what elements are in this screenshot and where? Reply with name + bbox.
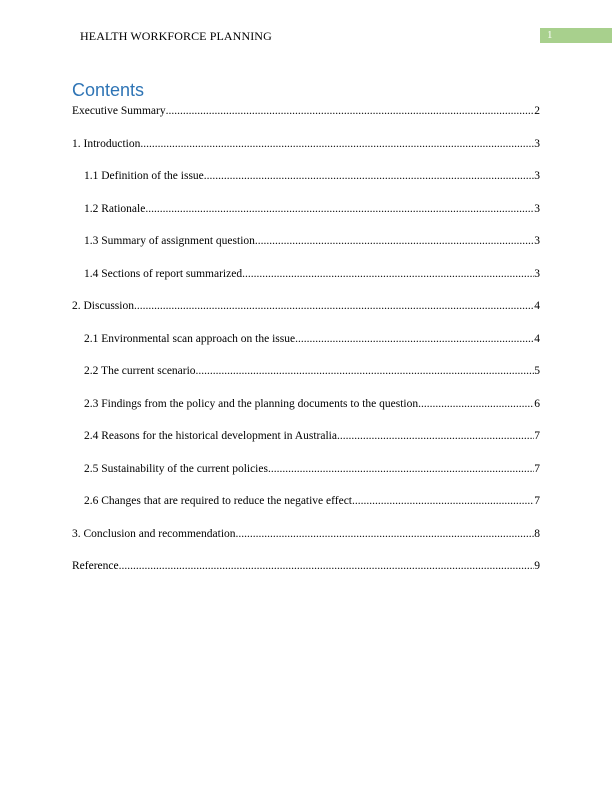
dot-leader [140,136,534,152]
toc-entry-page: 5 [534,365,540,377]
toc-entry-title: 2. Discussion [72,300,134,312]
dot-leader [337,428,534,444]
toc-entry-page: 3 [534,202,540,215]
dot-leader [352,493,534,509]
dot-leader [295,331,534,347]
toc-heading: Contents [72,80,145,100]
toc-entry-reference[interactable] [72,558,540,591]
table-of-contents [72,103,540,591]
toc-entry-title: 1.4 Sections of report summarized [84,267,243,280]
toc-entry-title: 1.1 Definition of the issue [84,170,204,182]
toc-entry-title: 2.1 Environmental scan approach on the issue [84,332,296,345]
toc-entry-environmental-scan[interactable] [72,331,540,364]
toc-entry-summary-of-assignment-question[interactable] [72,233,540,266]
toc-entry-page: 3 [534,137,540,150]
dot-leader [204,168,534,184]
toc-entry-title: Reference [72,560,119,572]
toc-entry-conclusion-and-recommendation[interactable] [72,526,540,559]
toc-entry-title: Executive Summary [72,105,166,117]
toc-entry-title: 2.6 Changes that are required to reduce the negative effect [84,495,352,507]
dot-leader [236,526,535,542]
toc-entry-introduction[interactable] [72,136,540,169]
toc-entry-title: 2.2 The current scenario [84,365,196,377]
toc-entry-page: 7 [534,495,540,507]
toc-entry-title: 1.2 Rationale [84,202,146,215]
dot-leader [268,461,534,477]
toc-entry-page: 8 [534,527,540,540]
toc-entry-changes-required[interactable] [72,493,540,526]
toc-entry-page: 9 [534,560,540,572]
toc-entry-page: 2 [534,105,540,117]
toc-entry-title: 1.3 Summary of assignment question [84,235,255,247]
dot-leader [242,266,534,282]
toc-entry-title: 2.3 Findings from the policy and the planning documents to the question [84,397,419,410]
toc-entry-page: 3 [534,267,540,280]
toc-entry-definition-of-issue[interactable] [72,168,540,201]
toc-entry-page: 4 [534,332,540,345]
dot-leader [418,396,534,412]
dot-leader [145,201,534,217]
toc-entry-page: 3 [534,235,540,247]
toc-entry-title: 2.5 Sustainability of the current policies [84,462,268,475]
toc-entry-rationale[interactable] [72,201,540,234]
toc-entry-findings-from-policy[interactable] [72,396,540,429]
toc-entry-title: 1. Introduction [72,137,141,150]
dot-leader [119,558,535,574]
dot-leader [255,233,534,249]
toc-entry-sustainability-of-policies[interactable] [72,461,540,494]
toc-entry-executive-summary[interactable] [72,103,540,136]
toc-entry-reasons-historical-development[interactable] [72,428,540,461]
toc-entry-sections-of-report[interactable] [72,266,540,299]
dot-leader [166,103,535,119]
dot-leader [196,363,535,379]
toc-entry-page: 4 [534,300,540,312]
toc-entry-title: 3. Conclusion and recommendation [72,527,236,540]
toc-entry-title: 2.4 Reasons for the historical development in Australia [84,430,337,442]
page-number-badge: 1 [540,28,612,43]
toc-entry-page: 7 [534,430,540,442]
dot-leader [134,298,534,314]
toc-entry-page: 6 [534,397,540,410]
toc-entry-page: 3 [534,170,540,182]
toc-entry-current-scenario[interactable] [72,363,540,396]
toc-entry-discussion[interactable] [72,298,540,331]
running-header-title: HEALTH WORKFORCE PLANNING [80,29,272,43]
toc-entry-page: 7 [534,462,540,475]
